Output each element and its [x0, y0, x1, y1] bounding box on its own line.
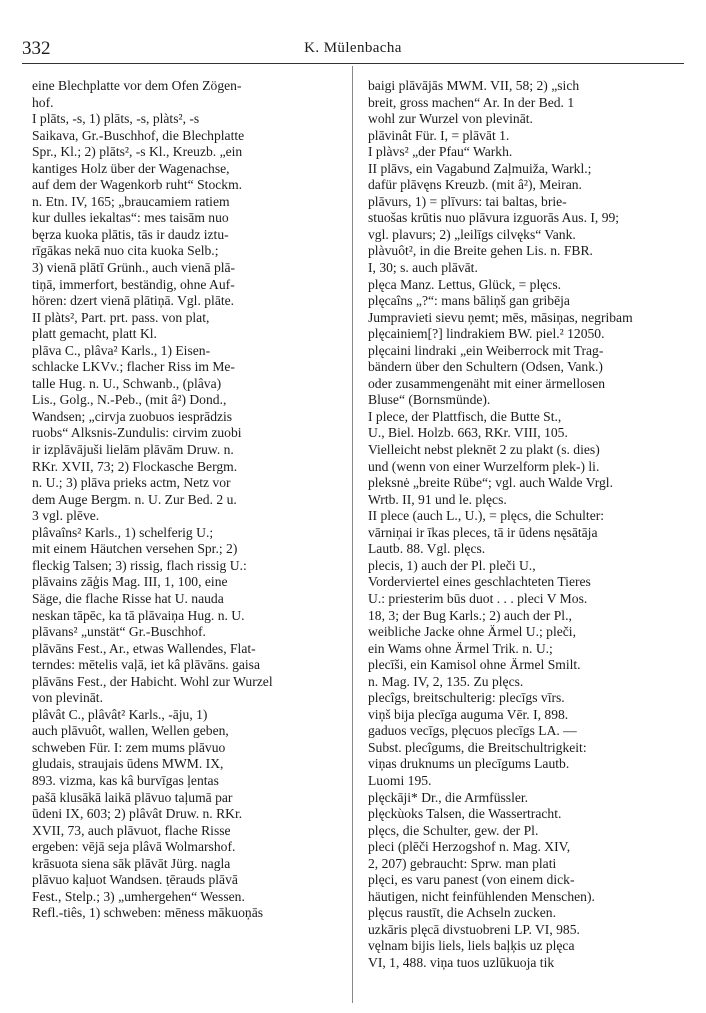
entry-line: gaduos vecīgs, plęcuos plecīgs LA. — — [368, 723, 577, 739]
dictionary-entry — [368, 144, 692, 161]
entry-line: Bluse“ (Bornsmünde). — [368, 392, 491, 408]
right-column — [368, 78, 692, 972]
entry-line: plęcs, die Schulter, gew. der Pl. — [368, 822, 539, 838]
entry-line: plęckùoks Talsen, die Wassertracht. — [368, 806, 562, 822]
dictionary-entry — [368, 806, 692, 823]
entry-line: pleksnė „breite Rübe“; vgl. auch Walde Vrgl. — [368, 475, 613, 491]
entry-line: 893. vizma, kas kâ burvīgas ļentas — [32, 772, 219, 788]
entry-line: Saikava, Gr.-Buschhof, die Blechplatte — [32, 127, 245, 143]
entry-line: plęcaini lindraki „ein Weiberrock mit Trag- — [368, 342, 604, 358]
entry-line: I, 30; s. auch plāvāt. — [368, 260, 478, 276]
entry-line: plęckāji* Dr., die Armfüssler. — [368, 789, 529, 805]
entry-line: auf dem der Wagenkorb ruht“ Stockm. — [32, 177, 243, 193]
entry-line: dem Auge Bergm. n. U. Zur Bed. 2 u. — [32, 491, 237, 507]
entry-line: terndes: mētelis vaļā, iet kâ plāvāns. gaisa — [32, 657, 260, 673]
dictionary-entry — [368, 277, 692, 294]
entry-line: vęlnam bijis liels, liels baļķis uz plęca — [368, 938, 575, 954]
entry-line: 18, 3; der Bug Karls.; 2) auch der Pl., — [368, 607, 572, 623]
entry-line: Wandsen; „cirvja zuobuos iesprādzis — [32, 408, 233, 424]
entry-line: bändern über den Schultern (Odsen, Vank.) — [368, 359, 603, 375]
dictionary-entry — [32, 78, 350, 111]
dictionary-entry — [368, 128, 692, 145]
entry-line: VI, 1, 488. viņa tuos uzlūkuoja tik — [368, 954, 555, 970]
entry-line: Vorderviertel eines geschlachteten Tieres — [368, 574, 591, 590]
entry-line: ergeben: vējā seja plâvā Wolmarshof. — [32, 839, 236, 855]
entry-line: plāvuo kaļuot Wandsen. ṭērauds plāvā — [32, 872, 238, 888]
entry-line: baigi plāvājās MWM. VII, 58; 2) „sich — [368, 78, 580, 93]
entry-line: Spr., Kl.; 2) plāts², -s Kl., Kreuzb. „ein — [32, 144, 243, 160]
dictionary-entry — [368, 823, 692, 972]
entry-line: ūdeni IX, 603; 2) plâvât Druw. n. RKr. — [32, 806, 243, 822]
entry-line: 3 vgl. plēve. — [32, 508, 100, 524]
entry-line: RKr. XVII, 73; 2) Flockasche Bergm. — [32, 458, 238, 474]
entry-line: Lautb. 88. Vgl. plęcs. — [368, 541, 486, 557]
entry-line: plecis, 1) auch der Pl. pleči U., — [368, 557, 536, 573]
entry-line: Vielleicht nebst pleknēt 2 zu plakt (s. dies) — [368, 442, 600, 458]
entry-line: ir izplāvājuši lielām plāvām Druw. n. — [32, 442, 234, 458]
entry-line: plàvuôt², in die Breite gehen Lis. n. FBR. — [368, 243, 593, 259]
entry-line: kur dulles iekaltas“: mes taisām nuo — [32, 210, 229, 226]
entry-line: I plece, der Plattfisch, die Butte St., — [368, 408, 562, 424]
entry-line: I plàvs² „der Pfau“ Warkh. — [368, 144, 513, 160]
dictionary-entry — [368, 243, 692, 276]
entry-line: plecīši, ein Kamisol ohne Ärmel Smilt. — [368, 657, 581, 673]
entry-line: plāva C., plâva² Karls., 1) Eisen- — [32, 342, 211, 358]
entry-line: n. Mag. IV, 2, 135. Zu plęcs. — [368, 673, 524, 689]
dictionary-entry — [32, 310, 350, 343]
entry-line: plecîgs, breitschulterig: plecīgs vīrs. — [368, 690, 565, 706]
page-header — [22, 38, 684, 60]
dictionary-entry — [368, 508, 692, 558]
entry-line: plāvāns Fest., der Habicht. Wohl zur Wurzel — [32, 673, 273, 689]
entry-line: krāsuota siena sāk plāvāt Jürg. nagla — [32, 855, 231, 871]
entry-line: plęca Manz. Lettus, Glück, = plęcs. — [368, 276, 562, 292]
entry-line: fleckig Talsen; 3) rissig, flach rissig U.: — [32, 557, 247, 573]
dictionary-entry — [32, 343, 350, 525]
entry-line: vgl. plavurs; 2) „leilīgs cilvęks“ Vank. — [368, 226, 576, 242]
entry-line: II plece (auch L., U.), = plęcs, die Schulter: — [368, 508, 605, 524]
entry-line: ruobs“ Alksnis-Zundulis: cirvim zuobi — [32, 425, 242, 441]
entry-line: eine Blechplatte vor dem Ofen Zögen- — [32, 78, 242, 93]
dictionary-entry — [368, 690, 692, 789]
dictionary-entry — [368, 558, 692, 690]
entry-line: n. U.; 3) plāva prieks actm, Netz vor — [32, 475, 231, 491]
dictionary-entry — [368, 409, 692, 508]
entry-line: vārniņai ir īkas pleces, tā ir ūdens nęsātāja — [368, 524, 598, 540]
entry-line: hof. — [32, 94, 54, 110]
entry-line: tiņā, immerfort, beständig, ohne Auf- — [32, 276, 235, 292]
dictionary-entry — [368, 293, 692, 409]
entry-line: Luomi 195. — [368, 772, 432, 788]
entry-line: bęrza kuoka plātis, tās ir daudz iztu- — [32, 226, 229, 242]
dictionary-entry — [368, 194, 692, 244]
entry-line: oder zusammengenäht mit einer ärmellosen — [368, 375, 606, 391]
entry-line: platt gemacht, platt Kl. — [32, 326, 157, 342]
entry-line: schweben Für. I: zem mums plāvuo — [32, 739, 226, 755]
entry-line: XVII, 73, auch plāvuot, flache Risse — [32, 822, 231, 838]
entry-line: kantiges Holz über der Wagenachse, — [32, 160, 230, 176]
dictionary-entry — [368, 790, 692, 807]
entry-line: Fest., Stelp.; 3) „umhergehen“ Wessen. — [32, 888, 245, 904]
entry-line: auch plāvuôt, wallen, Wellen geben, — [32, 723, 229, 739]
dictionary-entry — [368, 161, 692, 194]
entry-line: plāvurs, 1) = plīvurs: tai baltas, brie- — [368, 193, 567, 209]
entry-line: II plàts², Part. prt. pass. von plat, — [32, 309, 210, 325]
entry-line: wohl zur Wurzel von plevināt. — [368, 111, 533, 127]
entry-line: uzkāris plęcā divstuobreni LP. VI, 985. — [368, 921, 580, 937]
entry-line: Subst. plecîgums, die Breitschultrigkeit: — [368, 739, 587, 755]
entry-line: ein Wams ohne Ärmel Trik. n. U.; — [368, 640, 553, 656]
column-divider — [352, 66, 353, 1003]
dictionary-entry — [368, 78, 692, 128]
entry-line: plāvinât Für. I, = plāvāt 1. — [368, 127, 510, 143]
entry-line: viņas druknums un plecīgums Lautb. — [368, 756, 570, 772]
entry-line: neskan tāpēc, ka tā plāvaiņa Hug. n. U. — [32, 607, 245, 623]
entry-line: plęcaîns „?“: mans bāliņš gan gribēja — [368, 293, 570, 309]
left-column — [32, 78, 350, 922]
entry-line: dafür plāvęns Kreuzb. (mit â²), Meiran. — [368, 177, 582, 193]
entry-line: viņš bija plecīga auguma Vēr. I, 898. — [368, 706, 569, 722]
entry-line: Refl.-tiês, 1) schweben: mēness mākuoņās — [32, 905, 264, 921]
entry-line: pleci (plēči Herzogshof n. Mag. XIV, — [368, 839, 571, 855]
entry-line: mit einem Häutchen versehen Spr.; 2) — [32, 541, 238, 557]
entry-line: plâvaîns² Karls., 1) schelferig U.; — [32, 524, 214, 540]
entry-line: pašā klusākā laikā plāvuo taļumā par — [32, 789, 233, 805]
entry-line: plāvans² „unstät“ Gr.-Buschhof. — [32, 624, 206, 640]
entry-line: U.: priesterim būs duot . . . pleci V Mos. — [368, 590, 588, 606]
entry-line: schlacke LKVv.; flacher Riss im Me- — [32, 359, 235, 375]
dictionary-entry — [32, 707, 350, 922]
dictionary-entry — [32, 111, 350, 310]
entry-line: plāvains zāģis Mag. III, 1, 100, eine — [32, 574, 228, 590]
entry-line: Wrtb. II, 91 und le. plęcs. — [368, 491, 507, 507]
entry-line: rīgākas nekā nuo cita kuoka Selb.; — [32, 243, 219, 259]
entry-line: von plevināt. — [32, 690, 103, 706]
entry-line: U., Biel. Holzb. 663, RKr. VIII, 105. — [368, 425, 568, 441]
page-number: 332 — [22, 38, 51, 59]
entry-line: Jumpravieti sievu ņemt; mēs, māsiņas, negribam — [368, 309, 633, 325]
entry-line: talle Hug. n. U., Schwanb., (plâva) — [32, 375, 222, 391]
header-rule — [22, 63, 684, 64]
entry-line: Lis., Golg., N.-Peb., (mit â²) Dond., — [32, 392, 227, 408]
dictionary-entry — [32, 525, 350, 624]
entry-line: plęcus raustīt, die Achseln zucken. — [368, 905, 556, 921]
entry-line: n. Etn. IV, 165; „braucamiem ratiem — [32, 193, 230, 209]
entry-line: II plāvs, ein Vagabund Zaļmuiža, Warkl.; — [368, 160, 592, 176]
entry-line: plęcainiem[?] lindrakiem BW. piel.² 12050. — [368, 326, 605, 342]
entry-line: 2, 207) gebraucht: Sprw. man plati — [368, 855, 557, 871]
entry-line: breit, gross machen“ Ar. In der Bed. 1 — [368, 94, 575, 110]
running-head: K. Mülenbacha — [304, 40, 402, 56]
dictionary-entry — [32, 624, 350, 641]
entry-line: plęci, es varu panest (von einem dick- — [368, 872, 575, 888]
entry-line: weibliche Jacke ohne Ärmel U.; pleči, — [368, 624, 576, 640]
dictionary-entry — [32, 641, 350, 707]
entry-line: I plāts, -s, 1) plāts, -s, plàts², -s — [32, 111, 200, 127]
entry-line: gludais, straujais ūdens MWM. IX, — [32, 756, 224, 772]
entry-line: und (wenn von einer Wurzelform plek-) li. — [368, 458, 600, 474]
entry-line: 3) vienā plātī Grünh., auch vienā plā- — [32, 260, 236, 276]
entry-line: häutigen, nicht feinfühlenden Menschen). — [368, 888, 595, 904]
entry-line: hören: dzert vienā plātiņā. Vgl. plāte. — [32, 293, 235, 309]
entry-line: plâvât C., plâvât² Karls., -āju, 1) — [32, 706, 208, 722]
entry-line: Säge, die flache Risse hat U. nauda — [32, 590, 224, 606]
entry-line: plāvāns Fest., Ar., etwas Wallendes, Flat- — [32, 640, 256, 656]
entry-line: stuošas krūtis nuo plāvura izguorās Aus. I, 99; — [368, 210, 620, 226]
